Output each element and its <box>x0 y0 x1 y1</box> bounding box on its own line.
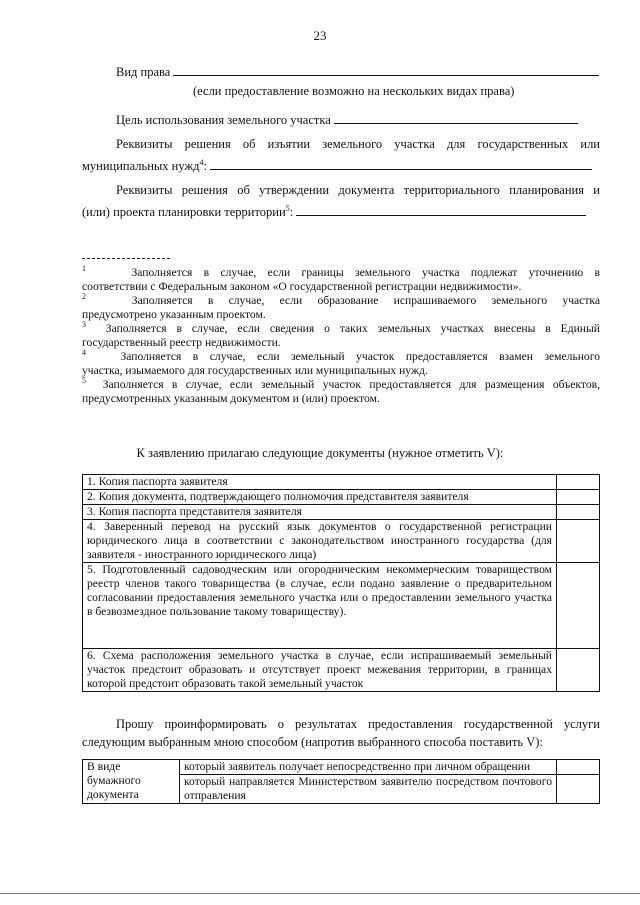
planning-footnote-mark: 5 <box>285 203 290 213</box>
seizure-line-1: Реквизиты решения об изъятии земельного участка для государственных или <box>116 137 600 151</box>
right-type-hint: (если предоставление возможно на нескольких видах права) <box>193 84 515 98</box>
method-option-1: который заявитель получает непосредственно при личном обращении <box>180 760 557 775</box>
purpose-field[interactable] <box>334 112 578 124</box>
planning-row: (или) проекта планировки территории$^5$: <box>82 204 586 220</box>
attachment-checkbox-5[interactable] <box>557 563 600 649</box>
method-checkbox-2[interactable] <box>557 775 600 804</box>
attachment-checkbox-4[interactable] <box>557 520 600 563</box>
table-row <box>83 490 600 505</box>
footnote-5: $^5$ Заполняется в случае, если земельный участок предоставляется для размещения объектов, предусмотренных указанным документом и (или) проектом. <box>82 376 600 405</box>
purpose-label: Цель использования земельного участка <box>116 113 331 127</box>
table-row <box>83 475 600 490</box>
table-row <box>83 505 600 520</box>
attachments-heading: К заявлению прилагаю следующие документы (нужное отметить V): <box>136 446 504 460</box>
method-label: В виде бумажного документа <box>83 760 180 804</box>
attachment-item-1: 1. Копия паспорта заявителя <box>83 475 557 490</box>
footnote-1: $^1$ Заполняется в случае, если границы земельного участка подлежат уточнению в соответствии с Федеральным законом «О государственной регистрации недвижимости». <box>82 264 600 293</box>
seizure-label: муниципальных нужд <box>82 159 200 173</box>
footnotes <box>82 266 600 406</box>
footnote-2: $^2$ Заполняется в случае, если образование испрашиваемого земельного участка предусмотрено указанным проектом. <box>82 292 600 321</box>
attachment-checkbox-3[interactable] <box>557 505 600 520</box>
attachment-item-5: 5. Подготовленный садоводческим или огородническим некоммерческим товариществом реестр членов такого товарищества (в случае, если подано заявление о предварительном согласовании предоставления земельного участка или о предоставлении земельного участка в безвозмездное пользование такому товариществу). <box>83 563 557 649</box>
method-option-2: который направляется Министерством заявителю посредством почтового отправления <box>180 775 557 804</box>
footnote-4: $^4$ Заполняется в случае, если земельный участок предоставляется взамен земельного участка, изымаемого для государственных или муниципальных нужд. <box>82 348 600 377</box>
table-row <box>83 563 600 649</box>
attachment-item-3: 3. Копия паспорта представителя заявителя <box>83 505 557 520</box>
seizure-field[interactable] <box>210 158 592 170</box>
bottom-rule <box>0 893 640 894</box>
table-row <box>83 760 600 775</box>
table-row <box>83 649 600 692</box>
method-checkbox-1[interactable] <box>557 760 600 775</box>
seizure-footnote-mark: 4 <box>199 157 204 167</box>
table-row <box>83 520 600 563</box>
right-type-label: Вид права <box>116 65 171 79</box>
attachment-checkbox-1[interactable] <box>557 475 600 490</box>
footnote-separator <box>82 258 170 259</box>
planning-line-1: Реквизиты решения об утверждении документа территориального планирования и <box>116 183 600 197</box>
attachment-item-2: 2. Копия документа, подтверждающего полномочия представителя заявителя <box>83 490 557 505</box>
seizure-row: муниципальных нужд$^4$: <box>82 158 592 174</box>
page-number: 23 <box>313 28 327 43</box>
right-type-field[interactable] <box>173 64 599 76</box>
attachment-checkbox-2[interactable] <box>557 490 600 505</box>
right-type-row <box>116 64 599 80</box>
planning-field[interactable] <box>296 204 586 216</box>
notification-line-2: следующим выбранным мною способом (напротив выбранного способа поставить V): <box>82 735 543 749</box>
attachment-checkbox-6[interactable] <box>557 649 600 692</box>
planning-label: (или) проекта планировки территории <box>82 205 286 219</box>
notification-table <box>82 759 600 804</box>
attachment-item-4: 4. Заверенный перевод на русский язык документов о государственной регистрации юридического лица в соответствии с законодательством иностранного государства (для заявителя - иностранного юридического лица) <box>83 520 557 563</box>
notification-line-1: Прошу проинформировать о результатах предоставления государственной услуги <box>116 717 600 731</box>
footnote-3: $^3$ Заполняется в случае, если сведения о таких земельных участках внесены в Единый государственный реестр недвижимости. <box>82 320 600 349</box>
attachments-table <box>82 474 600 692</box>
purpose-row <box>116 112 578 128</box>
attachment-item-6: 6. Схема расположения земельного участка в случае, если испрашиваемый земельный участок предстоит образовать и отсутствует проект межевания территории, в границах которой предстоит образовать такой земельный участок <box>83 649 557 692</box>
